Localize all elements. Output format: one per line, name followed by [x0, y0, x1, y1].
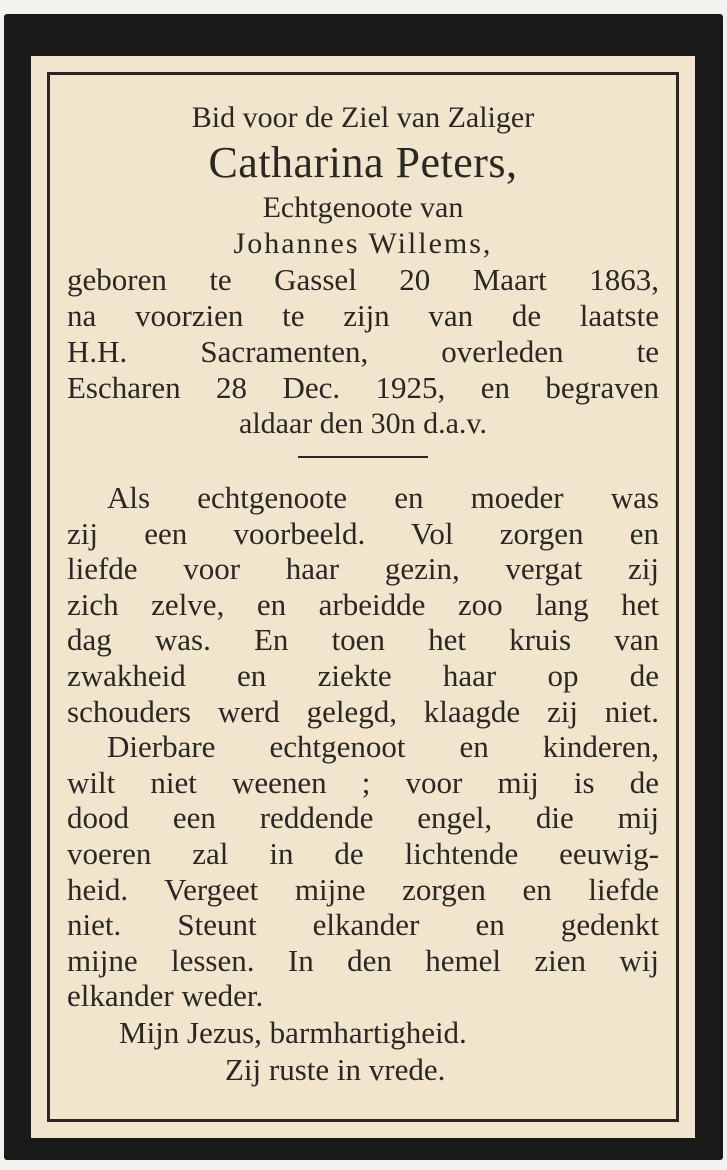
body-line: Dierbare echtgenoot en kinderen,	[107, 729, 659, 765]
card-content	[67, 100, 659, 1088]
body-line: dag was. En toen het kruis van	[67, 622, 659, 658]
body-line: dood een reddende engel, die mij	[67, 800, 659, 836]
detail-line: geboren te Gassel 20 Maart 1863,	[67, 262, 659, 297]
body-line: voeren zal in de lichtende eeuwig-	[67, 835, 659, 871]
memorial-card	[4, 14, 723, 1160]
spouse-intro: Echtgenoote van	[262, 191, 464, 224]
closing-prayer: Mijn Jezus, barmhartigheid.	[119, 1014, 467, 1050]
detail-line: Escharen 28 Dec. 1925, en begraven	[67, 370, 659, 405]
invocation-text: Bid voor de Ziel van Zaliger	[191, 101, 535, 134]
closing-rest: Zij ruste in vrede.	[225, 1051, 446, 1087]
deceased-name: Catharina Peters,	[208, 138, 518, 187]
detail-line: H.H. Sacramenten, overleden te	[67, 334, 659, 369]
divider-rule	[298, 456, 428, 458]
body-line: zich zelve, en arbeidde zoo lang het	[67, 586, 659, 622]
body-line: mijne lessen. In den hemel zien wij	[67, 942, 659, 978]
body-line: wilt niet weenen ; voor mij is de	[67, 764, 659, 800]
body-line: heid. Vergeet mijne zorgen en liefde	[67, 871, 659, 907]
body-line: niet. Steunt elkander en gedenkt	[67, 907, 659, 943]
body-line: liefde voor haar gezin, vergat zij	[67, 551, 659, 587]
card-paper	[31, 56, 695, 1138]
spouse-name: Johannes Willems,	[233, 227, 493, 260]
body-last-line: elkander weder.	[67, 978, 264, 1014]
body-line: schouders werd gelegd, klaagde zij niet.	[67, 693, 659, 729]
body-line: zij een voorbeeld. Vol zorgen en	[67, 515, 659, 551]
detail-line: na voorzien te zijn van de laatste	[67, 298, 659, 333]
body-line: Als echtgenoote en moeder was	[107, 480, 659, 515]
body-line: zwakheid en ziekte haar op de	[67, 657, 659, 693]
burial-line: aldaar den 30n d.a.v.	[239, 407, 487, 440]
